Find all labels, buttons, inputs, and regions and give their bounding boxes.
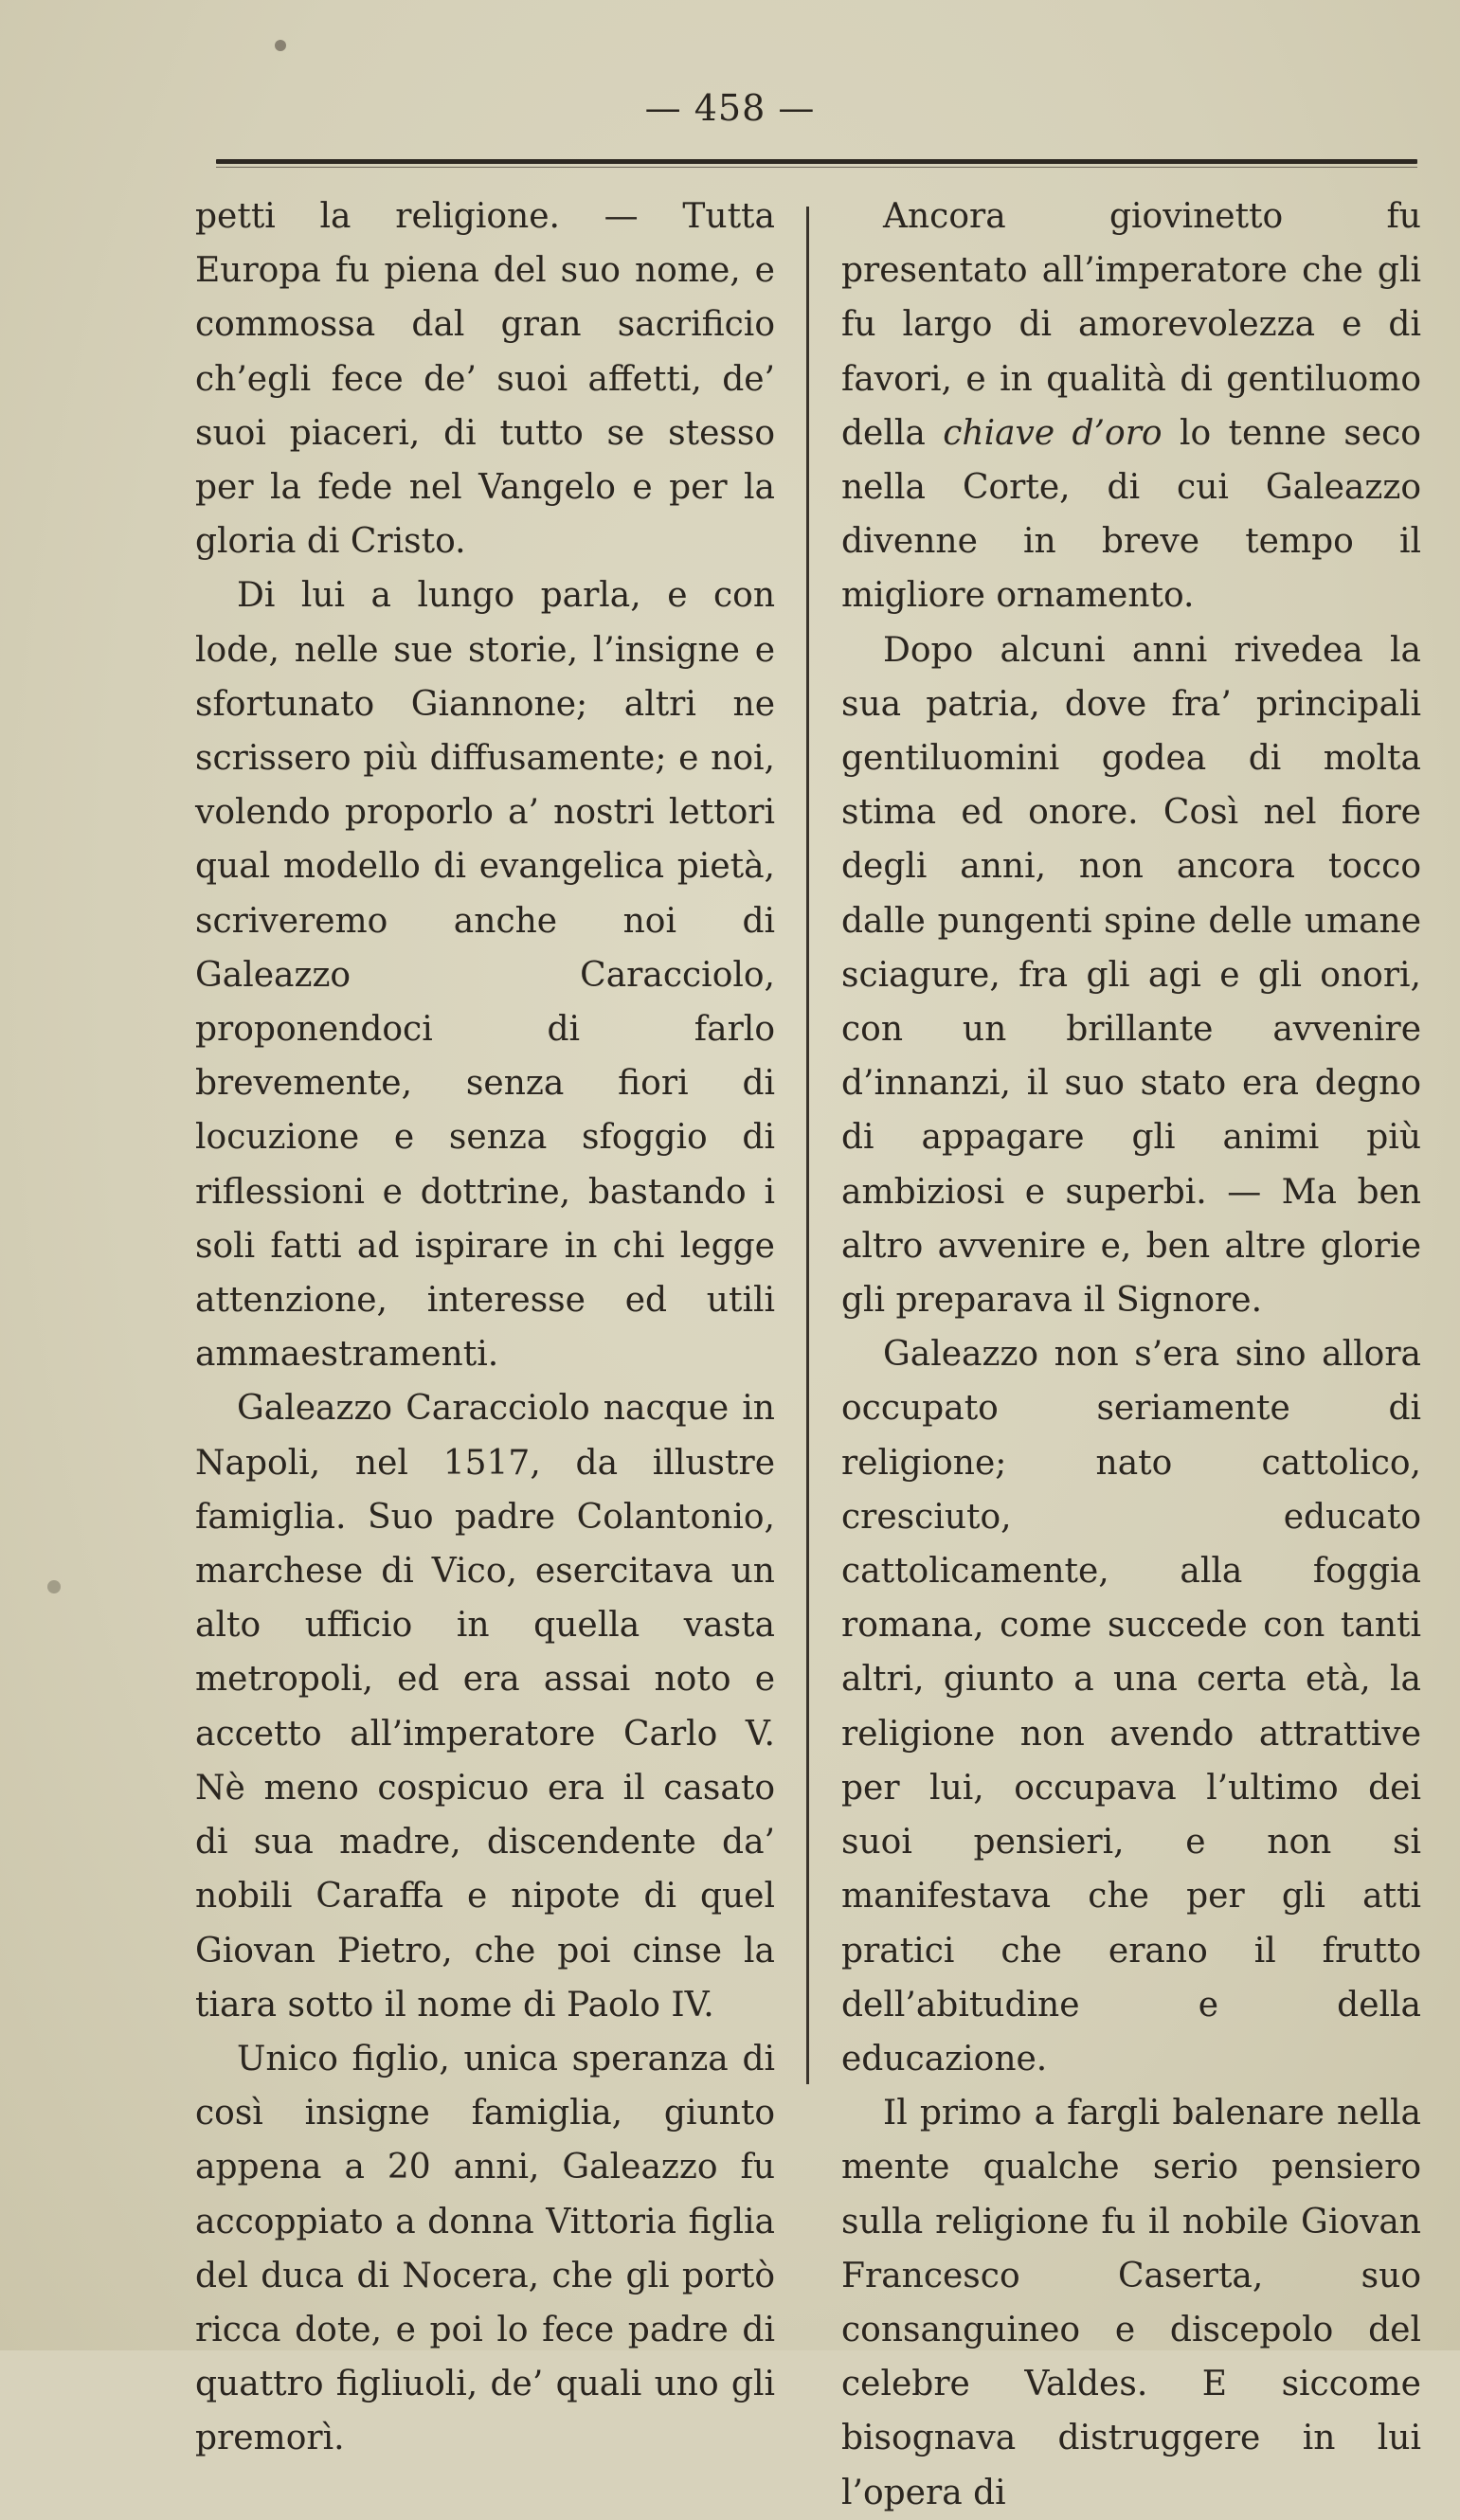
right-column	[841, 189, 1421, 2520]
italic-phrase: chiave d’oro	[943, 413, 1163, 453]
paragraph-text: lo tenne seco nella Corte, di cui Galeazzo divenne in breve tempo il migliore ornamento.	[841, 413, 1421, 616]
ink-spot	[47, 1580, 61, 1593]
left-column	[195, 189, 775, 2466]
paragraph: Galeazzo non s’era sino allora occupato seriamente di religione; nato cattolico, cresciuto, educato cattolicamente, alla foggia romana, come succede con tanti altri, giunto a una certa età, la religione non avendo attrattive per lui, occupava l’ultimo dei suoi pensieri, e non si manifestava che per gli atti pratici che erano il frutto dell’abitudine e della educazione.	[841, 1335, 1421, 2079]
paragraph-text: Ancora giovinetto fu presentato all’imperatore che gli fu largo di amorevolezza e di favori, e in qualità di gentiluomo della	[841, 197, 1421, 453]
paragraph: Di lui a lungo parla, e con lode, nelle sue storie, l’insigne e sfortunato Giannone; altri ne scrissero più diffusamente; e noi, volendo proporlo a’ nostri lettori qual modello di evangelica pietà, scriveremo anche noi di Galeazzo Caracciolo, proponendoci di farlo brevemente, senza fiori di locuzione e senza sfoggio di riflessioni e dottrine, bastando i soli fatti ad ispirare in chi legge attenzione, interesse ed utili ammaestramenti.	[195, 576, 775, 1375]
paragraph: Dopo alcuni anni rivedea la sua patria, dove fra’ principali gentiluomini godea di molta stima ed onore. Così nel fiore degli anni, non ancora tocco dalle pungenti spine delle umane sciagure, fra gli agi e gli onori, con un brillante avvenire d’innanzi, il suo stato era degno di appagare gli animi più ambiziosi e superbi. — Ma ben altro avvenire e, ben altre glorie gli preparava il Signore.	[841, 630, 1421, 1321]
paragraph: Galeazzo Caracciolo nacque in Napoli, nel 1517, da illustre famiglia. Suo padre Colantonio, marchese di Vico, esercitava un alto ufficio in quella vasta metropoli, ed era assai noto e accetto all’imperatore Carlo V. Nè meno cospicuo era il casato di sua madre, discendente da’ nobili Caraffa e nipote di quel Giovan Pietro, che poi cinse la tiara sotto il nome di Paolo IV.	[195, 1389, 775, 2025]
header-rule-thin	[216, 167, 1417, 168]
header-rule	[216, 159, 1417, 164]
paragraph: petti la religione. — Tutta Europa fu piena del suo nome, e commossa dal gran sacrificio ch’egli fece de’ suoi affetti, de’ suoi piaceri, di tutto se stesso per la fede nel Vangelo e per la gloria di Cristo.	[195, 197, 775, 562]
column-divider	[806, 207, 809, 2084]
paragraph: Il primo a fargli balenare nella mente qualche serio pensiero sulla religione fu il nobile Giovan Francesco Caserta, suo consanguineo e discepolo del celebre Valdes. E siccome bisognava distruggere in lui l’opera di	[841, 2094, 1421, 2512]
page-number: — 458 —	[644, 87, 816, 129]
ink-spot	[275, 40, 286, 51]
paragraph: Unico figlio, unica speranza di così insigne famiglia, giunto appena a 20 anni, Galeazzo fu accoppiato a donna Vittoria figlia del duca di Nocera, che gli portò ricca dote, e poi lo fece padre di quattro figliuoli, de’ quali uno gli premorì.	[195, 2039, 775, 2458]
paragraph	[841, 189, 1421, 623]
